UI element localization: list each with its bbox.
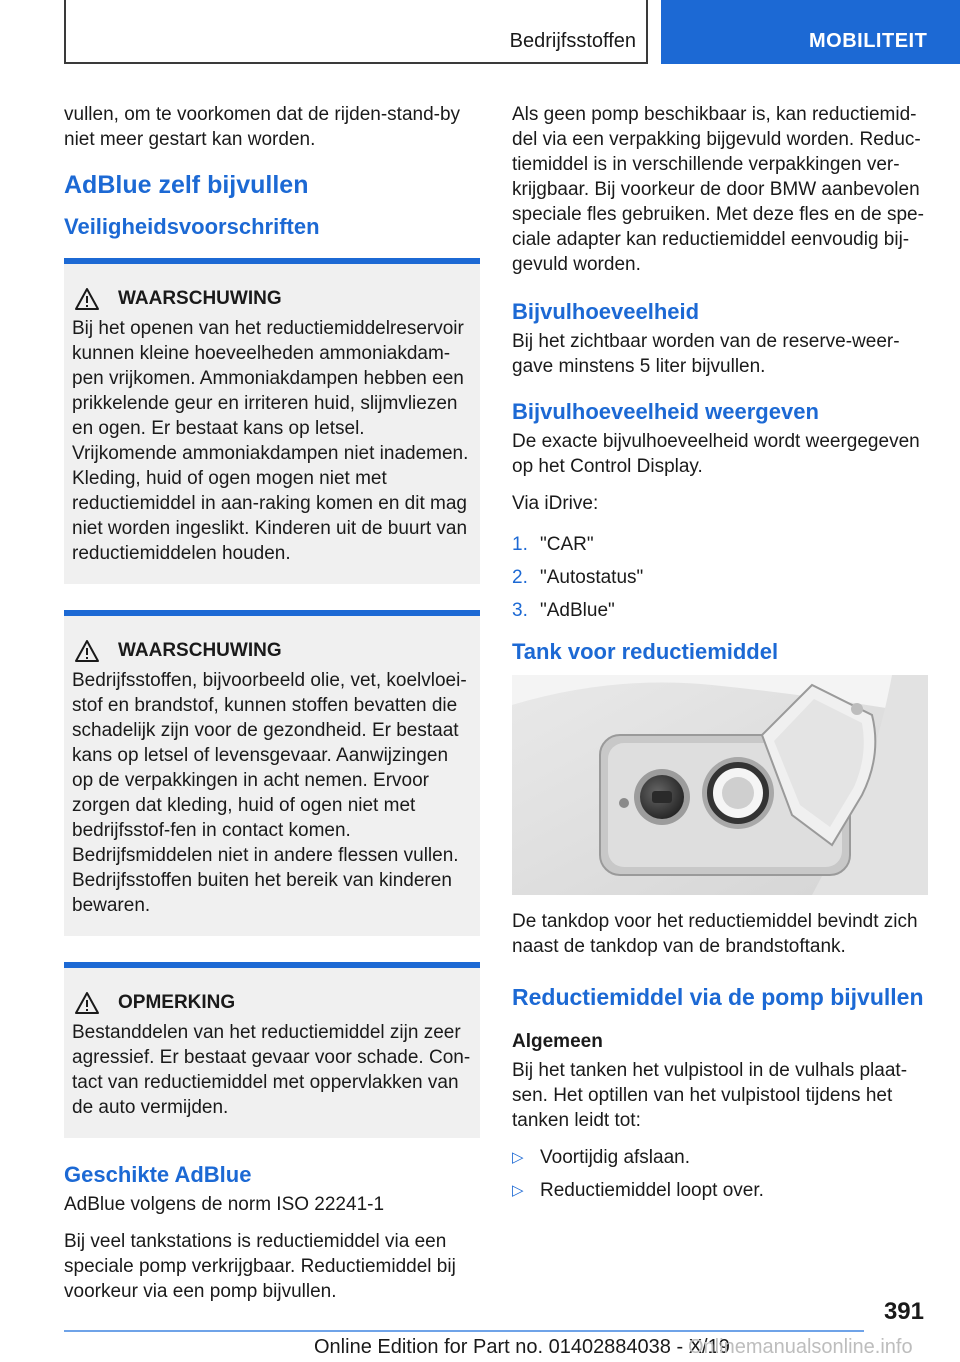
warning-triangle-icon [74, 639, 100, 663]
refill-quantity-text: Bij het zichtbaar worden van de reserve-weer-gave minstens 5 liter bijvullen. [512, 331, 900, 377]
footer-edition-text: Online Edition for Part no. 01402884038 - X/19 [314, 1336, 730, 1358]
idrive-steps-list [512, 532, 928, 623]
left-intro-paragraph: vullen, om te voorkomen dat de rijden-stand-by niet meer gestart kan worden. [64, 104, 461, 150]
tank-description-text: De tankdop voor het reductiemiddel bevindt zich naast de tankdop van de brandstoftank. [512, 911, 918, 957]
heading-general: Algemeen [512, 1031, 603, 1052]
list-item: 2. "Autostatus" [512, 567, 644, 588]
warning-triangle-icon [74, 287, 100, 311]
heading-adblue-refill: AdBlue zelf bijvullen [64, 171, 309, 199]
notice-text: Bestanddelen van het reductiemiddel zijn zeer agressief. Er bestaat gevaar voor schade. Con-tact van reductiemiddel met oppervlakken van de auto vermijden. [72, 1022, 471, 1118]
warning-title: WAARSCHUWING [118, 640, 282, 661]
heading-suitable-adblue: Geschikte AdBlue [64, 1162, 252, 1187]
notice-title-row [72, 990, 472, 1016]
list-item: ▷ Reductiemiddel loopt over. [512, 1180, 764, 1201]
heading-tank: Tank voor reductiemiddel [512, 639, 779, 664]
warning-text: Bij het openen van het reductiemiddelreservoir kunnen kleine hoeveelheden ammoniakdam-pen vrijkomen. Ammoniakdampen hebben een prikkelende geur en irriteren huid, slijmvliezen en ogen. Er bestaat kans op letsel. Vrijkomende ammoniakdampen niet inademen. Kleding, huid of ogen mogen niet met reductiemiddel in aan-raking komen en dit mag niet worden ingeslikt. Kinderen uit de buurt van reductiemiddelen houden. [72, 318, 469, 564]
warning-title-row [72, 286, 472, 312]
notice-title: OPMERKING [118, 992, 236, 1013]
list-item: ▷ Voortijdig afslaan. [512, 1147, 690, 1168]
section-title: MOBILITEIT [809, 30, 928, 52]
heading-pump-refill: Reductiemiddel via de pomp bijvullen [512, 984, 924, 1010]
warning-text: Bedrijfsstoffen, bijvoorbeeld olie, vet, koelvloei-stof en brandstof, kunnen stoffen bevatten die schadelijk zijn voor de gezondheid. Er bestaat kans op letsel of levensgevaar. Aanwijzingen op de verpakkingen in acht nemen. Ervoor zorgen dat kleding, huid of ogen niet met bedrijfsstof-fen in contact komen. Bedrijfsmiddelen niet in andere flessen vullen. Bedrijfsstoffen buiten het bereik van kinderen bewaren. [72, 670, 467, 916]
chapter-title: Bedrijfsstoffen [509, 30, 636, 52]
suitable-pump-text: Bij veel tankstations is reductiemiddel via een speciale pomp verkrijgbaar. Reductiemiddel bij voorkeur via een pomp bijvullen. [64, 1231, 456, 1302]
warning-box-ammonia [64, 258, 480, 584]
heading-display-quantity: Bijvulhoeveelheid weergeven [512, 399, 819, 424]
footer-watermark: Onlinemanualsonline.info [688, 1336, 913, 1358]
notice-box [64, 962, 480, 1138]
warning-box-fluids [64, 610, 480, 936]
header-title-box [64, 0, 648, 64]
left-column [64, 102, 480, 1316]
warning-title: WAARSCHUWING [118, 288, 282, 309]
general-text: Bij het tanken het vulpistool in de vulhals plaat-sen. Het optillen van het vulpistool tijdens het tanken leidt tot: [512, 1060, 908, 1131]
heading-safety: Veiligheidsvoorschriften [64, 214, 320, 239]
heading-refill-quantity: Bijvulhoeveelheid [512, 299, 700, 324]
right-column [512, 102, 928, 1217]
footer-divider [64, 1330, 864, 1332]
section-tab [661, 0, 960, 64]
display-quantity-text: De exacte bijvulhoeveelheid wordt weergegeven op het Control Display. [512, 431, 920, 477]
right-intro-paragraph: Als geen pomp beschikbaar is, kan reductiemid-del via een verpakking bijgevuld worden. Reduc-tiemiddel is in verschillende verpakkingen ver-krijgbaar. Bij voorkeur de door BMW aanbevolen speciale fles gebruiken. Met deze fles en de spe-ciale adapter kan reductiemiddel eenvoudig bij-gevuld worden. [512, 104, 924, 275]
notice-triangle-icon [74, 991, 100, 1015]
list-item: 3. "AdBlue" [512, 600, 615, 621]
list-item: 1. "CAR" [512, 534, 594, 555]
footer-edition-line [314, 1336, 730, 1359]
pump-consequences-list [512, 1145, 928, 1203]
tank-cap-photo [512, 675, 928, 895]
via-idrive-text: Via iDrive: [512, 493, 599, 514]
suitable-norm-text: AdBlue volgens de norm ISO 22241-1 [64, 1194, 385, 1215]
warning-title-row [72, 638, 472, 664]
page-number: 391 [883, 1298, 924, 1325]
